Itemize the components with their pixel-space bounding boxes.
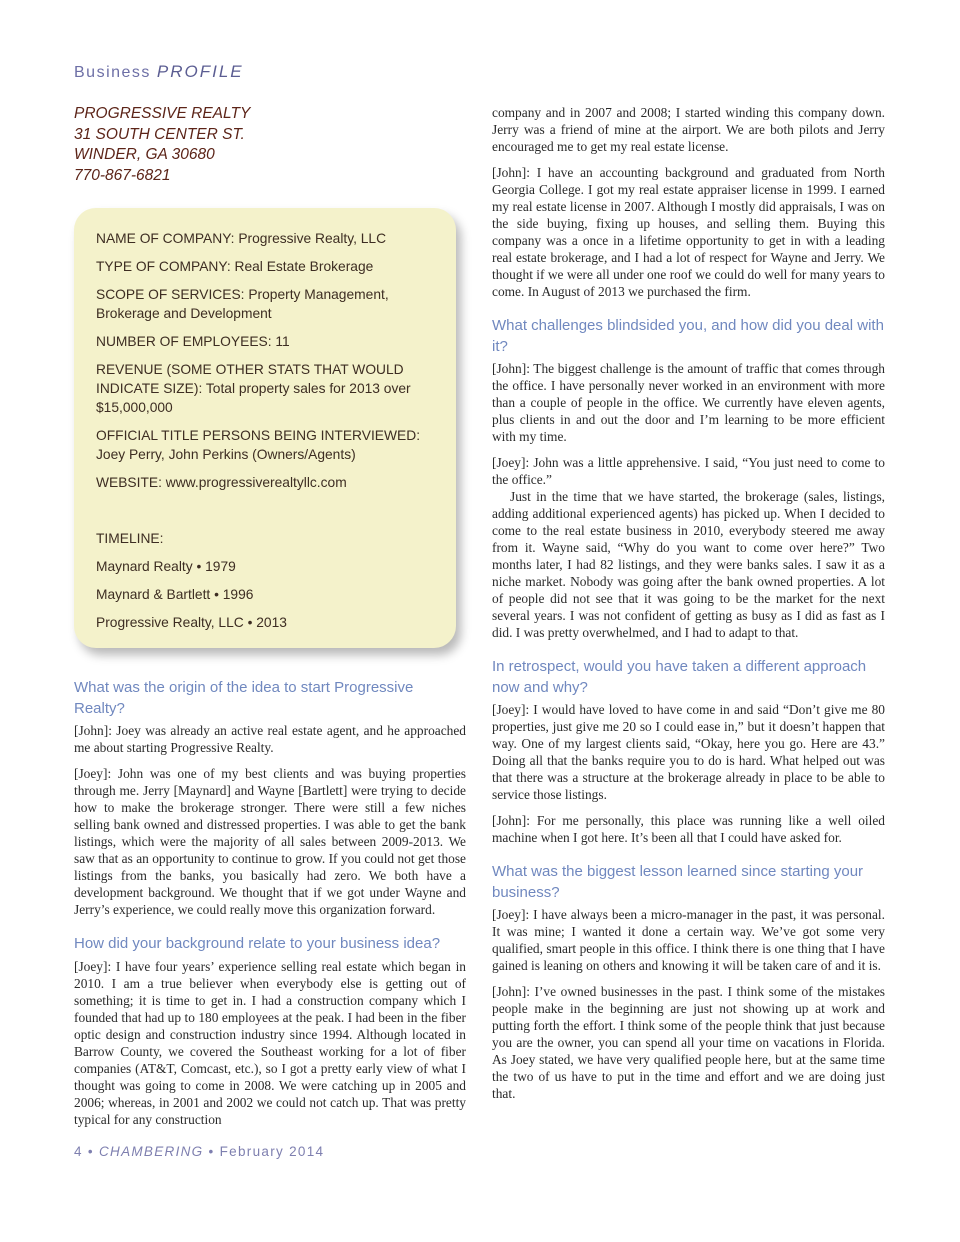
section-header (74, 62, 244, 82)
timeline-item: Progressive Realty, LLC • 2013 (96, 615, 287, 630)
address-company: PROGRESSIVE REALTY (74, 105, 251, 122)
article-column-right (492, 104, 885, 1111)
page-footer (74, 1144, 324, 1159)
magazine-name: CHAMBERING (98, 1144, 204, 1159)
answer-paragraph: company and in 2007 and 2008; I started winding this company down. Jerry was a friend of mine at the airport. We are both pilots and Jerry encouraged me to get my real estate license. (492, 105, 885, 154)
section-title: PROFILE (156, 62, 244, 81)
answer-paragraph: [Joey]: John was one of my best clients and was buying properties through me. Jerry [Maynard] and Wayne [Bartlett] were trying to decide how to make the brokerage stronger. There were still a few niches selling bank owned and distressed properties. I was able to get the bank listings, which were the majority of all sales between 2009-2013. We saw that as an opportunity to continue to grow. If you could not get those listings from the banks, you basically had zero. We both have a development background. We thought that if we got under Wayne and Jerry’s experience, we could really move this organization forward. (74, 766, 466, 917)
address-street: 31 SOUTH CENTER ST. (74, 125, 245, 143)
answer-paragraph: [John]: I have an accounting background and graduated from North Georgia College. I got my real estate appraiser license in 1999. I earned my real estate license in 2007. Although I mostly did appraisals, I was on the side buying, fixing up houses, and selling them. Buying this company was a once in a lifetime opportunity to get in with a leading real estate brokerage, and I had a lot of respect for Wayne and Jerry. We thought if we were all under one roof we could do well for many years to come. In August of 2013 we purchased the firm. (492, 165, 885, 299)
company-address (74, 104, 394, 186)
question-heading: What challenges blindsided you, and how did you deal with it? (492, 317, 884, 355)
question-heading: How did your background relate to your business idea? (74, 935, 441, 952)
answer-paragraph: Just in the time that we have started, the brokerage (sales, listings, adding additional experienced agents) has picked up. When I decided to come to the real estate business in 2010, everybody steered me away from it. Wayne said, “Why do you want to come over here?” Two months later, I had 82 listings, and they were banks sales. I saw it as a niche market. Nobody was going after the bank owned properties. A lot of people did not see that it was going to be the market for the next several years. I was not confident of getting as busy as I did as fast as I did. I was pretty overwhelmed, and I had to adapt to that. (492, 489, 885, 640)
address-city: WINDER, GA 30680 (74, 146, 215, 164)
info-company-type: TYPE OF COMPANY: Real Estate Brokerage (96, 259, 374, 274)
footer-bullet: • (208, 1144, 215, 1159)
info-company-name: NAME OF COMPANY: Progressive Realty, LLC (96, 231, 387, 246)
answer-paragraph: [John]: The biggest challenge is the amount of traffic that comes through the office. I have personally never worked in an environment with more than a couple of people in the office. We currently have eleven agents, plus clients in and out the door and I’m learning to be more efficient with my time. (492, 361, 885, 444)
info-scope: SCOPE OF SERVICES: Property Management, Brokerage and Development (96, 287, 389, 321)
info-revenue: REVENUE (SOME OTHER STATS THAT WOULD INDICATE SIZE): Total property sales for 2013 over $15,000,000 (96, 362, 411, 415)
timeline-label: TIMELINE: (96, 531, 164, 546)
section-label: Business (74, 64, 151, 81)
question-heading: In retrospect, would you have taken a different approach now and why? (492, 658, 867, 696)
article-column-left (74, 678, 466, 1137)
timeline-item: Maynard & Bartlett • 1996 (96, 587, 254, 602)
answer-paragraph: [John]: Joey was already an active real estate agent, and he approached me about starting Progressive Realty. (74, 723, 466, 755)
answer-paragraph: [John]: For me personally, this place was running like a well oiled machine when I got here. It’s been all that I could have asked for. (492, 813, 885, 845)
question-heading: What was the origin of the idea to start Progressive Realty? (74, 679, 414, 717)
issue-date: February 2014 (219, 1144, 325, 1159)
answer-paragraph: [Joey]: I have always been a micro-manager in the past, it was personal. It was mine; I wanted it done a certain way. We’ve got some very qualified, smart people in this office. I think there is one thing that I have gained is leaning on others and knowing it will be taken care of and it is. (492, 907, 885, 973)
answer-paragraph: [Joey]: I would have loved to have come in and said “Don’t give me 80 properties, just give me 20 so I could ease in,” but it doesn’t happen that way. One of my largest clients said, “Okay, here you go. Here are 43.” Doing all that the banks require you to do is hard. What helped out was that there was a structure at the brokerage already in place to be able to service those listings. (492, 702, 885, 802)
info-employees: NUMBER OF EMPLOYEES: 11 (96, 334, 290, 349)
address-phone: 770-867-6821 (74, 166, 171, 184)
timeline-item: Maynard Realty • 1979 (96, 559, 236, 574)
footer-bullet: • (87, 1144, 94, 1159)
page-number: 4 (74, 1144, 83, 1159)
answer-paragraph: [John]: I’ve owned businesses in the past. I think some of the mistakes people make in the beginning are just not showing up at work and putting forth the effort. I think some of the people think that just because you are the owner, you can spend all your time on vacations in Florida. As Joey stated, we have very qualified people here, but at the same time the two of us have to put in the time and effort and we are doing just that. (492, 984, 885, 1101)
answer-paragraph: [Joey]: I have four years’ experience selling real estate which began in 2010. I am a true believer when everybody else is getting out of something; it is time to get in. I had a construction company which I founded that had up to 180 employees at the peak. I had been in the fiber optic design and construction industry since 1994. Although located in Barrow County, we covered the Southeast working for a lot of fiber companies (AT&T, Comcast, etc.), so I got a pretty early view of what I thought was going to come in 2008. We were catching up in 2005 and 2006; whereas, in 2001 and 2002 we could not catch up. That was pretty typical for any construction (74, 958, 466, 1127)
answer-paragraph: [Joey]: John was a little apprehensive. I said, “You just need to come to the office.” (492, 455, 885, 487)
question-heading: What was the biggest lesson learned since starting your business? (492, 863, 864, 901)
company-info-box (74, 208, 456, 648)
info-officials: OFFICIAL TITLE PERSONS BEING INTERVIEWED: Joey Perry, John Perkins (Owners/Agents) (96, 428, 421, 462)
info-website: WEBSITE: www.progressiverealtyllc.com (96, 475, 347, 490)
